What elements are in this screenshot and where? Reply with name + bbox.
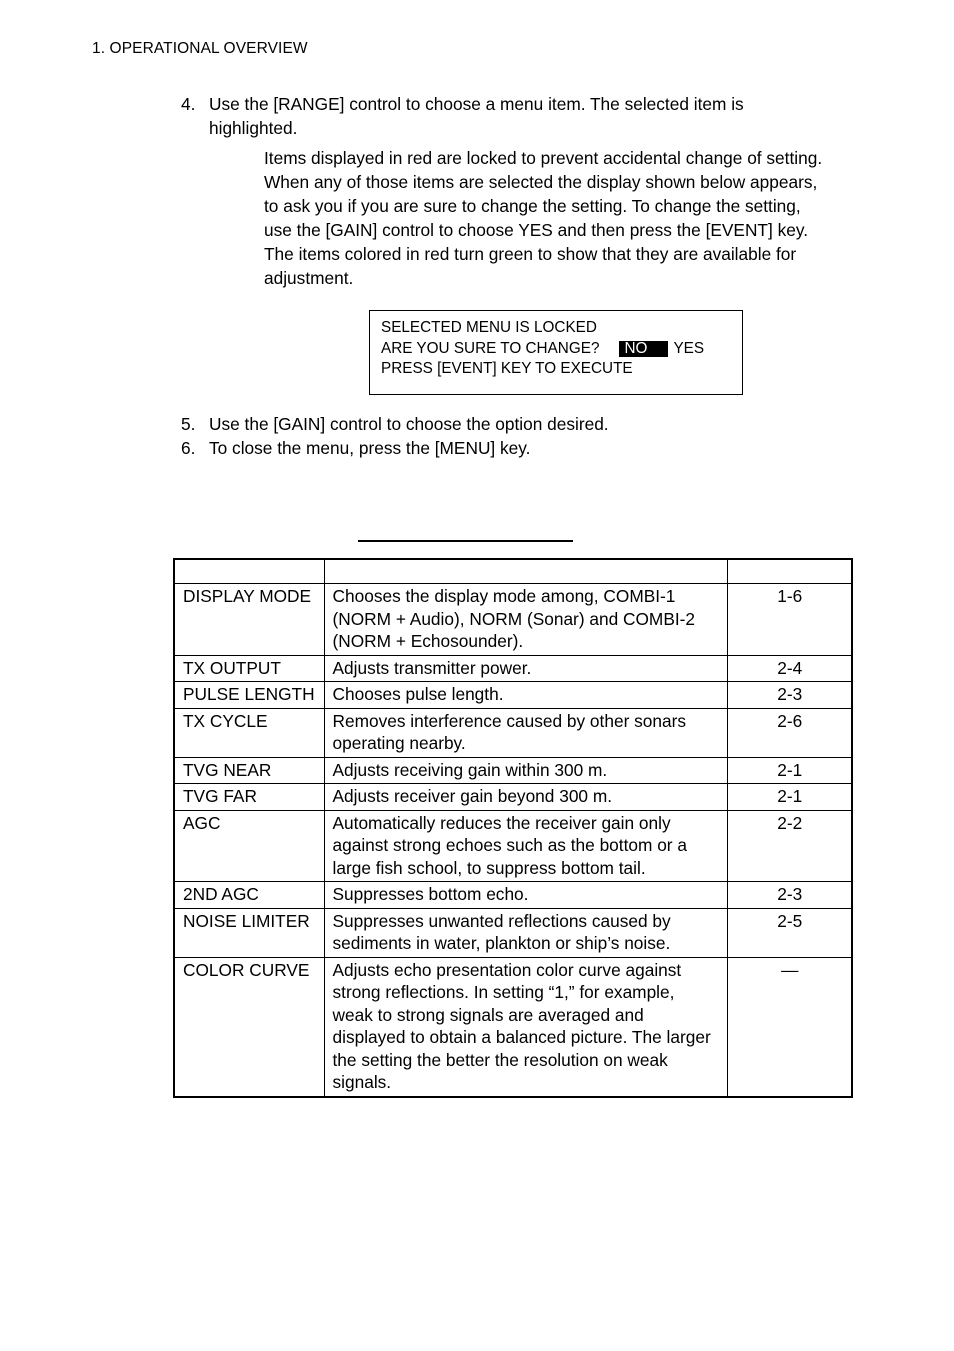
menu-item-description: Suppresses unwanted reflections caused by sediments in water, plankton or ship’s noise.	[324, 908, 727, 957]
table-row	[174, 810, 852, 882]
step-text: To close the menu, press the [MENU] key.	[209, 438, 531, 458]
menu-item-name: TX CYCLE	[174, 708, 324, 757]
step-item	[181, 412, 821, 436]
step-text: Use the [GAIN] control to choose the option desired.	[209, 414, 609, 434]
dialog-line-locked: SELECTED MENU IS LOCKED	[381, 319, 597, 336]
menu-item-name: DISPLAY MODE	[174, 584, 324, 656]
option-yes[interactable]: YES	[673, 339, 705, 357]
menu-item-description: Chooses the display mode among, COMBI-1 (NORM + Audio), NORM (Sonar) and COMBI-2 (NORM + Echosounder).	[324, 584, 727, 656]
table-row	[174, 957, 852, 1097]
table-row	[174, 757, 852, 784]
table-row	[174, 882, 852, 909]
menu-item-page: 2-6	[727, 708, 852, 757]
menu-item-page: 2-1	[727, 784, 852, 811]
menu-item-description: Chooses pulse length.	[324, 682, 727, 709]
menu-item-page: 2-5	[727, 908, 852, 957]
menu-item-name: 2ND AGC	[174, 882, 324, 909]
menu-item-description: Adjusts receiving gain within 300 m.	[324, 757, 727, 784]
table-row	[174, 655, 852, 682]
menu-item-page: 2-4	[727, 655, 852, 682]
menu-item-name: COLOR CURVE	[174, 957, 324, 1097]
option-no[interactable]: NO	[619, 341, 668, 357]
table-row	[174, 784, 852, 811]
table-row	[174, 682, 852, 709]
locked-items-note: Items displayed in red are locked to prevent accidental change of setting. When any of those items are selected the display shown below appears, to ask you if you are sure to change the setting. To change the setting, use the [GAIN] control to choose YES and then press the [EVENT] key. The items colored in red turn green to show that they are available for adjustment.	[264, 148, 823, 288]
menu-item-page: —	[727, 957, 852, 1097]
menu-item-description: Adjusts transmitter power.	[324, 655, 727, 682]
table-row	[174, 584, 852, 656]
menu-item-page: 1-6	[727, 584, 852, 656]
menu-item-name: TX OUTPUT	[174, 655, 324, 682]
header-cell-item	[174, 559, 324, 584]
table-row	[174, 708, 852, 757]
menu-item-description: Adjusts receiver gain beyond 300 m.	[324, 784, 727, 811]
dialog-line-confirm	[381, 339, 742, 360]
step-item	[181, 92, 821, 140]
locked-menu-dialog	[369, 310, 743, 395]
menu-item-name: PULSE LENGTH	[174, 682, 324, 709]
steps-list-b	[181, 412, 821, 460]
menu-item-name: NOISE LIMITER	[174, 908, 324, 957]
menu-item-description: Removes interference caused by other sonars operating nearby.	[324, 708, 727, 757]
dialog-line-execute: PRESS [EVENT] KEY TO EXECUTE	[381, 360, 633, 377]
menu-item-page: 2-3	[727, 682, 852, 709]
table-header-row	[174, 559, 852, 584]
table-row	[174, 908, 852, 957]
menu-item-description: Automatically reduces the receiver gain only against strong echoes such as the bottom or a large fish school, to suppress bottom tail.	[324, 810, 727, 882]
step-number: 4.	[181, 94, 196, 114]
menu-item-page: 2-2	[727, 810, 852, 882]
dialog-question: ARE YOU SURE TO CHANGE?	[381, 339, 600, 357]
steps-list-a	[181, 92, 821, 140]
menu-item-page: 2-3	[727, 882, 852, 909]
header-cell-page	[727, 559, 852, 584]
running-header: 1. OPERATIONAL OVERVIEW	[92, 40, 308, 57]
menu-item-name: AGC	[174, 810, 324, 882]
step-number: 5.	[181, 414, 196, 434]
table-title-rule	[358, 540, 573, 542]
menu-item-description: Adjusts echo presentation color curve against strong reflections. In setting “1,” for example, weak to strong signals are averaged and displayed to obtain a balanced picture. The larger the setting the better the resolution on weak signals.	[324, 957, 727, 1097]
header-cell-description	[324, 559, 727, 584]
menu-item-name: TVG NEAR	[174, 757, 324, 784]
menu-item-name: TVG FAR	[174, 784, 324, 811]
menu-items-table	[173, 558, 853, 1098]
step-text: Use the [RANGE] control to choose a menu item. The selected item is highlighted.	[209, 94, 744, 138]
step-item	[181, 436, 821, 460]
step-number: 6.	[181, 438, 196, 458]
menu-item-description: Suppresses bottom echo.	[324, 882, 727, 909]
menu-item-page: 2-1	[727, 757, 852, 784]
